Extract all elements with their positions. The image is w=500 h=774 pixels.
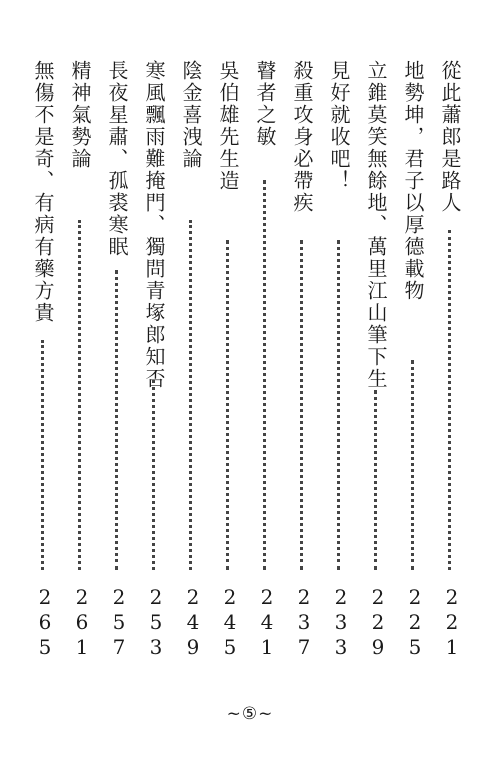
dot-leader bbox=[152, 380, 159, 570]
entry-title: 陰金喜洩論 bbox=[179, 60, 203, 170]
entry-title: 殺重攻身必帶疾 bbox=[290, 60, 314, 214]
entry-title: 吳伯雄先生造 bbox=[216, 60, 240, 192]
entry-title: 見好就收吧！ bbox=[327, 60, 351, 192]
dot-leader bbox=[189, 220, 196, 570]
dot-leader bbox=[263, 180, 270, 570]
entry-page-number: 225 bbox=[403, 585, 427, 660]
entry-page-number: 233 bbox=[329, 585, 353, 660]
entry-page-number: 221 bbox=[440, 585, 464, 660]
dot-leader bbox=[448, 230, 455, 570]
entry-title: 瞽者之敏 bbox=[253, 60, 277, 148]
dot-leader bbox=[300, 240, 307, 570]
entry-title: 精神氣勢論 bbox=[68, 60, 92, 170]
entry-title: 長夜星肅、孤裘寒眠 bbox=[105, 60, 129, 258]
entry-title: 寒風飄雨難掩門、獨問青塚郎知否 bbox=[142, 60, 166, 390]
entry-page-number: 253 bbox=[144, 585, 168, 660]
entry-page-number: 265 bbox=[33, 585, 57, 660]
toc-entry[interactable] bbox=[437, 60, 465, 660]
dot-leader bbox=[115, 270, 122, 570]
entry-page-number: 261 bbox=[70, 585, 94, 660]
entry-page-number: 257 bbox=[107, 585, 131, 660]
entry-page-number: 241 bbox=[255, 585, 279, 660]
entry-title: 從此蕭郎是路人 bbox=[438, 60, 462, 214]
entry-page-number: 237 bbox=[292, 585, 316, 660]
entry-page-number: 245 bbox=[218, 585, 242, 660]
dot-leader bbox=[41, 340, 48, 570]
entry-title: 無傷不是奇、有病有藥方貴 bbox=[31, 60, 55, 324]
toc-entry[interactable] bbox=[104, 60, 132, 660]
dot-leader bbox=[374, 390, 381, 570]
toc-entry[interactable] bbox=[178, 60, 206, 660]
toc-entry[interactable] bbox=[289, 60, 317, 660]
dot-leader bbox=[226, 240, 233, 570]
dot-leader bbox=[411, 360, 418, 570]
entry-title: 立錐莫笑無餘地、萬里江山筆下生 bbox=[364, 60, 388, 390]
page-footer-number: ~⑤~ bbox=[226, 704, 274, 724]
toc-entry[interactable] bbox=[67, 60, 95, 660]
dot-leader bbox=[337, 240, 344, 570]
entry-page-number: 229 bbox=[366, 585, 390, 660]
dot-leader bbox=[78, 220, 85, 570]
toc-entry[interactable] bbox=[400, 60, 428, 660]
toc-entry[interactable] bbox=[215, 60, 243, 660]
toc-entry[interactable] bbox=[363, 60, 391, 660]
entry-title: 地勢坤，君子以厚德載物 bbox=[401, 60, 425, 302]
toc-entry[interactable] bbox=[326, 60, 354, 660]
toc-entry[interactable] bbox=[141, 60, 169, 660]
toc-entry[interactable] bbox=[252, 60, 280, 660]
entry-page-number: 249 bbox=[181, 585, 205, 660]
toc-entry[interactable] bbox=[30, 60, 58, 660]
